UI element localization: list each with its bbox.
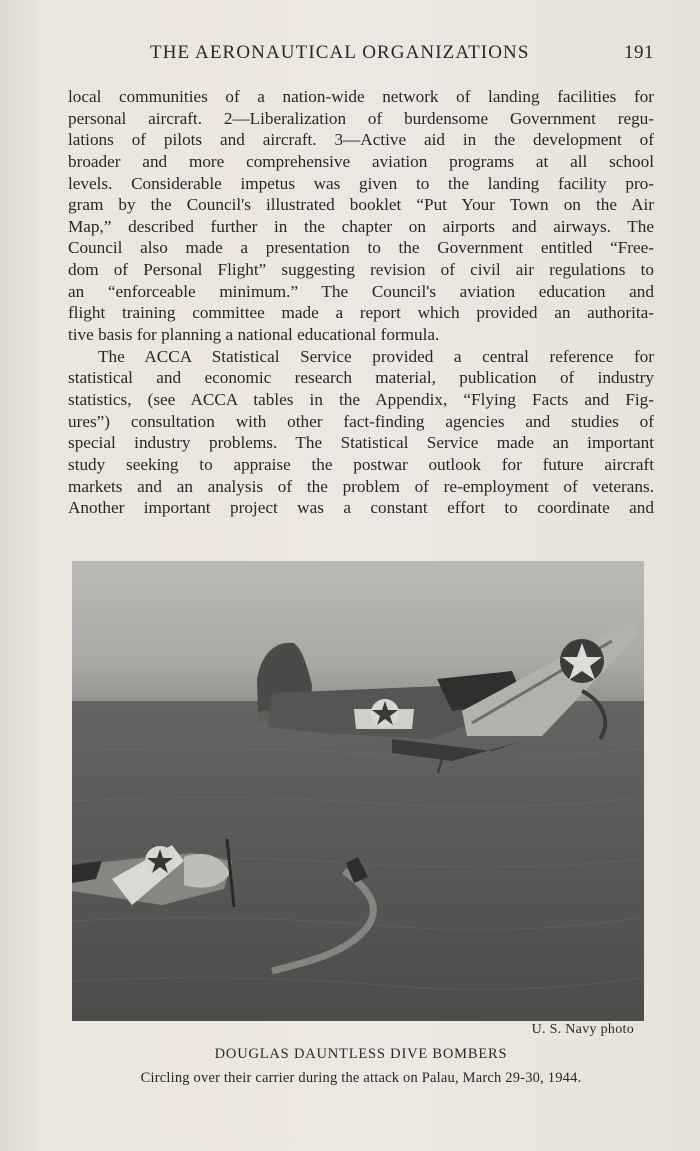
text-line: broader and more comprehensive aviation programs at all school [68,151,654,171]
text-line: lations of pilots and aircraft. 3—Active aid in the development of [68,130,654,150]
text-line: flight training committee made a report which provided an authorita- [68,303,654,323]
text-line: statistical and economic research material, publication of industry [68,368,654,388]
caption-text: Circling over their carrier during the attack on Palau, March 29-30, 1944. [140,1070,582,1086]
running-head [68,42,654,64]
text-line: an “enforceable minimum.” The Council's aviation education and [68,281,654,301]
text-line: levels. Considerable impetus was given to the landing facility pro- [68,173,654,193]
text-line: dom of Personal Flight” suggesting revision of civil air regulations to [68,260,654,280]
text-line: tive basis for planning a national educational formula. [68,325,440,345]
text-line: special industry problems. The Statistical Service made an important [68,433,654,453]
caption-title: DOUGLAS DAUNTLESS DIVE BOMBERS [214,1046,508,1062]
photograph-dive-bombers [72,561,644,1021]
text-line: study seeking to appraise the postwar outlook for future aircraft [68,454,654,474]
text-line: personal aircraft. 2—Liberalization of burdensome Government regu- [68,108,654,128]
text-line: Council also made a presentation to the Government entitled “Free- [68,238,654,258]
text-line: Another important project was a constant effort to coordinate and [68,498,654,518]
text-line: markets and an analysis of the problem of re-employment of veterans. [68,476,654,496]
text-line: statistics, (see ACCA tables in the Appendix, “Flying Facts and Fig- [68,389,654,409]
text-line: local communities of a nation-wide network of landing facilities for [68,87,654,106]
body-text [68,86,654,519]
text-line: gram by the Council's illustrated booklet “Put Your Town on the Air [68,195,654,215]
paragraph-first-line: The ACCA Statistical Service provided a central reference for [98,346,654,366]
photo-credit: U. S. Navy photo [531,1022,634,1037]
text-line: ures”) consultation with other fact-finding agencies and studies of [68,411,654,431]
running-title: THE AERONAUTICAL ORGANIZATIONS [150,42,530,63]
text-line: Map,” described further in the chapter on airports and airways. The [68,216,654,236]
page-number: 191 [624,42,654,63]
